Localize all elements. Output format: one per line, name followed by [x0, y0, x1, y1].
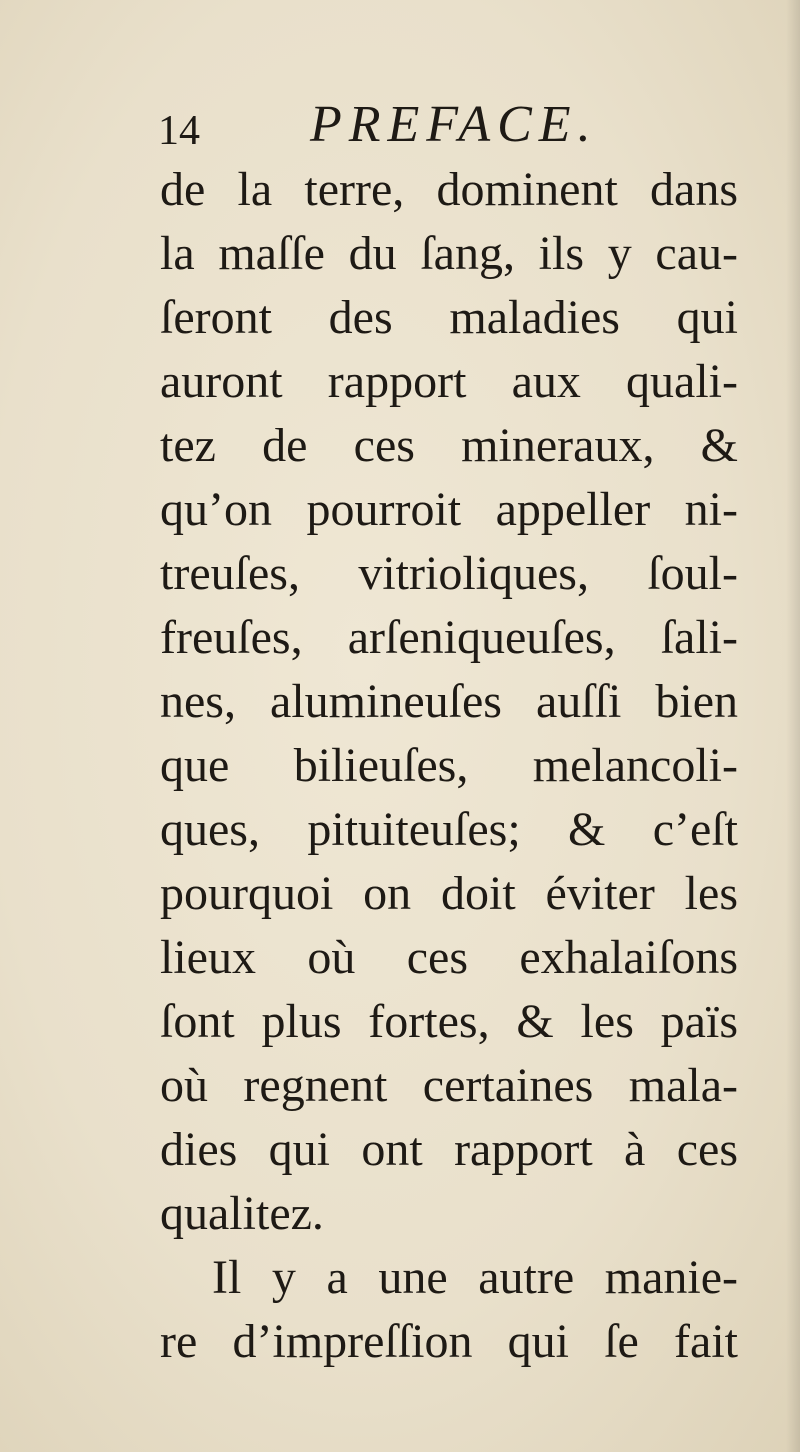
- text-line: pourquoi on doit éviter les: [160, 867, 738, 920]
- text-line: qu’on pourroit appeller ni-: [160, 483, 738, 536]
- page-edge-shadow: [786, 0, 800, 1452]
- body-text: [160, 158, 738, 1374]
- text-line: où regnent certaines mala-: [160, 1059, 738, 1112]
- text-line: tez de ces mineraux, &: [160, 419, 738, 472]
- text-line: dies qui ont rapport à ces: [160, 1123, 738, 1176]
- text-line: re d’impreſſion qui ſe fait: [160, 1315, 738, 1368]
- text-line: de la terre, dominent dans: [160, 163, 738, 216]
- text-line: la maſſe du ſang, ils y cau-: [160, 227, 738, 280]
- text-line: lieux où ces exhalaiſons: [160, 931, 738, 984]
- page-header: [158, 95, 758, 165]
- text-line: ques, pituiteuſes; & c’eſt: [160, 803, 738, 856]
- text-line: ſeront des maladies qui: [160, 291, 738, 344]
- text-line: que bilieuſes, melancoli-: [160, 739, 738, 792]
- page-number: 14: [158, 108, 200, 154]
- text-line: freuſes, arſeniqueuſes, ſali-: [160, 611, 738, 664]
- text-line: ſont plus fortes, & les païs: [160, 995, 738, 1048]
- text-line: auront rapport aux quali-: [160, 355, 738, 408]
- paragraph-first-line: Il y a une autre manie-: [212, 1251, 738, 1304]
- text-line: nes, alumineuſes auſſi bien: [160, 675, 738, 728]
- running-head: PREFACE.: [310, 96, 598, 153]
- text-line: qualitez.: [160, 1187, 324, 1240]
- text-line: treuſes, vitrioliques, ſoul-: [160, 547, 738, 600]
